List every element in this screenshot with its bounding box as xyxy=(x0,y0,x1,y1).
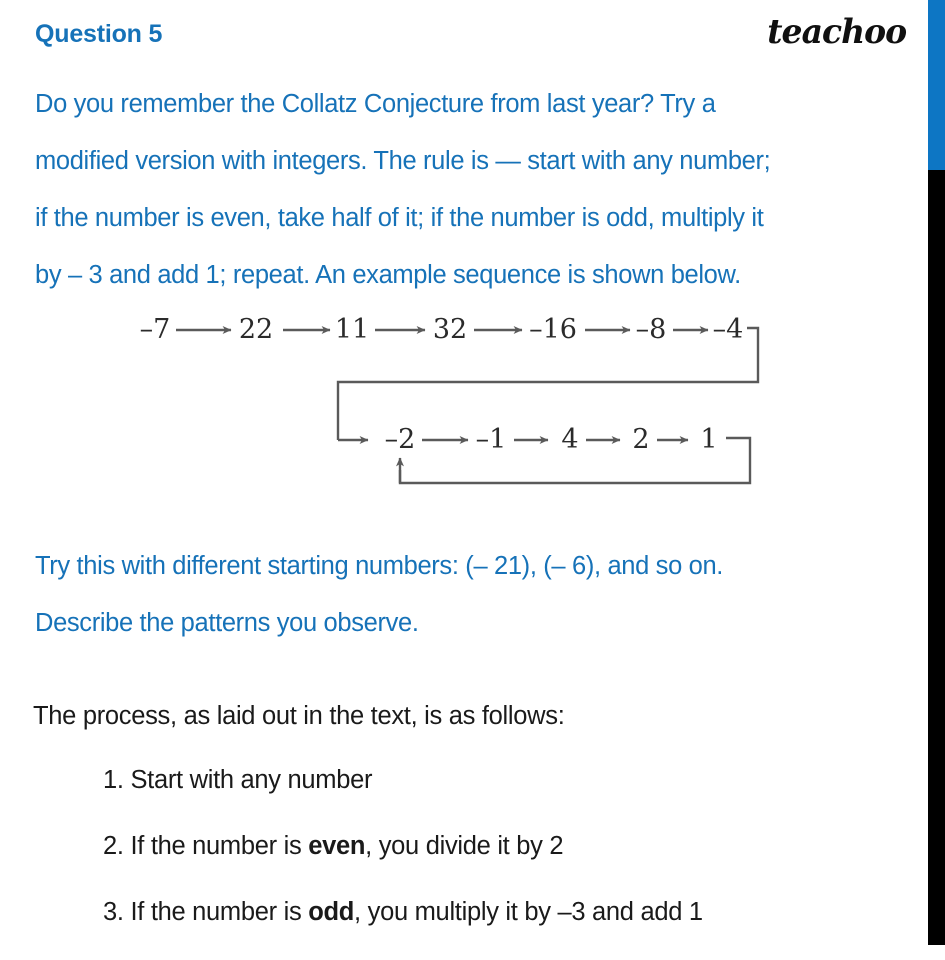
list-item xyxy=(103,762,903,828)
question-tail-line-1: Try this with different starting numbers: (– 21), (– 6), and so on. xyxy=(35,552,724,580)
diagram-node: –8 xyxy=(635,314,667,345)
list-item xyxy=(103,894,903,960)
step-text-pre: If the number is xyxy=(130,832,309,860)
answer-intro: The process, as laid out in the text, is as follows: xyxy=(33,702,565,730)
right-edge-strip-black xyxy=(928,170,945,945)
list-item xyxy=(103,828,903,894)
question-tail-text xyxy=(35,538,928,652)
diagram-node: 4 xyxy=(561,424,579,455)
step-text-post: , you multiply it by –3 and add 1 xyxy=(354,898,703,926)
question-text xyxy=(35,76,928,304)
diagram-node: 2 xyxy=(632,424,650,455)
diagram-node: 1 xyxy=(700,424,718,455)
step-text-post: , you divide it by 2 xyxy=(365,832,564,860)
step-text-bold: odd xyxy=(308,898,355,926)
sequence-diagram xyxy=(0,300,928,510)
sequence-diagram-svg xyxy=(0,300,928,510)
diagram-node: –2 xyxy=(384,424,416,455)
step-text-pre: Start with any number xyxy=(130,766,373,794)
step-number: 1. xyxy=(103,766,124,794)
page-title: Question 5 xyxy=(35,20,163,48)
step-number: 2. xyxy=(103,832,124,860)
diagram-node: –7 xyxy=(139,314,171,345)
step-text-bold: even xyxy=(308,832,366,860)
diagram-node: 32 xyxy=(432,314,468,345)
diagram-node: –16 xyxy=(529,314,577,345)
teachoo-logo: teachoo xyxy=(767,12,906,52)
question-tail-line-2: Describe the patterns you observe. xyxy=(35,609,419,637)
question-line-4: by – 3 and add 1; repeat. An example sequence is shown below. xyxy=(35,261,741,289)
answer-steps-list xyxy=(103,762,903,960)
page-header xyxy=(0,0,928,66)
diagram-node: 22 xyxy=(238,314,274,345)
question-line-1: Do you remember the Collatz Conjecture from last year? Try a xyxy=(35,90,716,118)
diagram-node: –1 xyxy=(475,424,507,455)
question-line-3: if the number is even, take half of it; if the number is odd, multiply it xyxy=(35,204,764,232)
diagram-node: –4 xyxy=(712,314,744,345)
step-number: 3. xyxy=(103,898,124,926)
diagram-node: 11 xyxy=(334,314,370,345)
question-line-2: modified version with integers. The rule is — start with any number; xyxy=(35,147,771,175)
step-text-pre: If the number is xyxy=(130,898,309,926)
right-edge-strip-blue xyxy=(928,0,945,170)
